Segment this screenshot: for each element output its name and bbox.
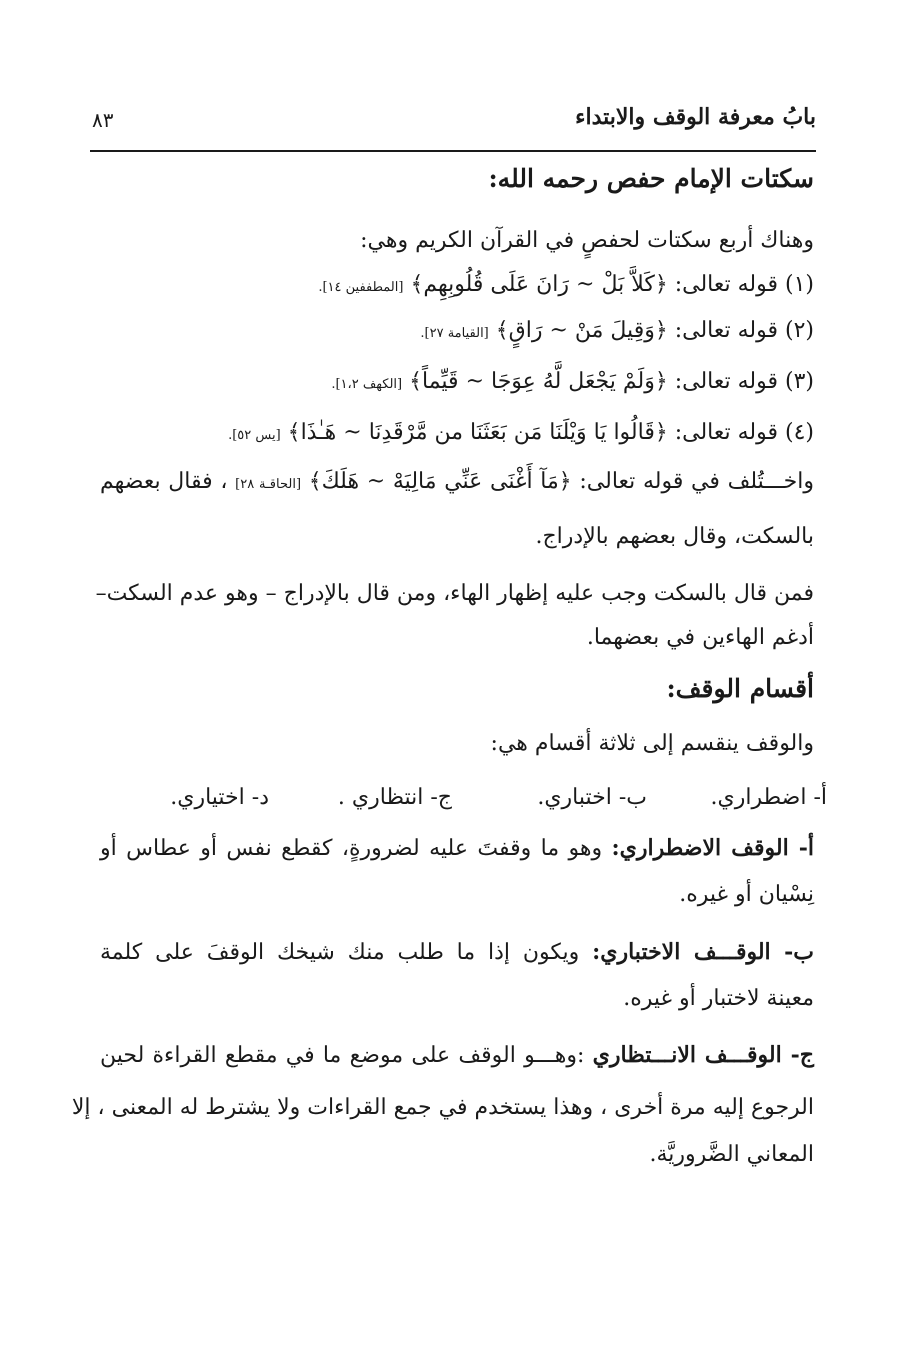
ikhtilaf-line-2: بالسكت، وقال بعضهم بالإدراج.	[535, 524, 814, 549]
verse-item-2	[420, 316, 814, 349]
item-label: (١) قوله تعالى:	[674, 272, 814, 297]
definition-c-line-2: الرجوع إليه مرة أخرى ، وهذا يستخدم في جمع القراءات ولا يشترط له المعنى ، إلا	[71, 1095, 814, 1120]
verse-item-1	[318, 270, 814, 303]
quran-verse: ﴿وَلَمْ يَجْعَل لَّهُ عِوَجَا ~ قَيِّماً﴾	[409, 369, 668, 394]
list-item-c: ج- انتظاري .	[337, 785, 452, 810]
item-label: (٣) قوله تعالى:	[674, 369, 814, 394]
verse-item-3	[331, 367, 814, 400]
list-item-b: ب- اختباري.	[537, 785, 647, 810]
sakt-paragraph-line-2: أدغم الهاءين في بعضهما.	[586, 625, 814, 650]
item-label: (٤) قوله تعالى:	[674, 420, 814, 445]
running-title: بابُ معرفة الوقف والابتداء	[575, 104, 816, 130]
aqsam-intro: والوقف ينقسم إلى ثلاثة أقسام هي:	[490, 731, 814, 756]
definition-title: ب- الوقـــف الاختباري:	[592, 939, 814, 965]
ikhtilaf-pre: واخـــتُلف في قوله تعالى:	[579, 469, 814, 494]
intro-paragraph: وهناك أربع سكتات لحفصٍ في القرآن الكريم وهي:	[360, 228, 814, 253]
quran-verse: ﴿مَآ أَغْنَى عَنِّي مَالِيَهْ ~ هَلَكَ﴾	[308, 469, 572, 494]
verse-reference: [الحاقـة ٢٨]	[235, 477, 302, 492]
page-header	[90, 98, 816, 152]
definition-a-line-1	[100, 833, 814, 864]
definition-text: وهو ما وقفتَ عليه لضرورةٍ، كقطع نفس أو عطاس أو	[100, 836, 603, 861]
page-number: ٨٣	[92, 108, 114, 132]
item-label: (٢) قوله تعالى:	[674, 318, 814, 343]
verse-reference: [يس ٥٢].	[228, 428, 281, 443]
quran-verse: ﴿قَالُوا يَا وَيْلَنَا مَن بَعَثَنَا من مَّرْقَدِنَا ~ هَـٰذَا﴾	[287, 420, 668, 445]
list-item-d: د- اختياري.	[170, 785, 269, 810]
verse-reference: [المطففين ١٤].	[318, 280, 404, 295]
verse-reference: [القيامة ٢٧].	[420, 326, 489, 341]
list-item-a: أ- اضطراري.	[710, 785, 827, 810]
quran-verse: ﴿كَلاَّ بَلْ ~ رَانَ عَلَى قُلُوبِهِم﴾	[410, 272, 668, 297]
verse-reference: [الكهف ١،٢].	[331, 377, 403, 392]
definition-b-line-1	[100, 937, 814, 968]
verse-item-4	[228, 418, 814, 451]
sakt-paragraph-line-1: فمن قال بالسكت وجب عليه إظهار الهاء، ومن قال بالإدراج – وهو عدم السكت–	[95, 581, 814, 606]
ikhtilaf-post: ، فقال بعضهم	[100, 469, 228, 494]
definition-b-line-2: معينة لاختبار أو غيره.	[623, 986, 814, 1011]
section-heading-sakatat: سكتات الإمام حفص رحمه الله:	[488, 164, 814, 193]
definition-c-line-3: المعاني الضَّروريَّة.	[649, 1142, 814, 1167]
definition-title: ج- الوقـــف الانـــتظاري	[592, 1042, 814, 1068]
quran-verse: ﴿وَقِيلَ مَنْ ~ رَاقٍ﴾	[495, 318, 668, 343]
definition-c-line-1	[100, 1040, 814, 1071]
definition-title: أ- الوقف الاضطراري:	[611, 835, 815, 861]
ikhtilaf-line-1	[100, 467, 814, 500]
section-heading-aqsam: أقسام الوقف:	[666, 674, 814, 703]
definition-text: :وهـــو الوقف على موضع ما في مقطع القراءة لحين	[100, 1043, 585, 1068]
definition-text: ويكون إذا ما طلب منك شيخك الوقفَ على كلمة	[100, 940, 580, 965]
definition-a-line-2: نِسْيان أو غيره.	[679, 882, 814, 907]
